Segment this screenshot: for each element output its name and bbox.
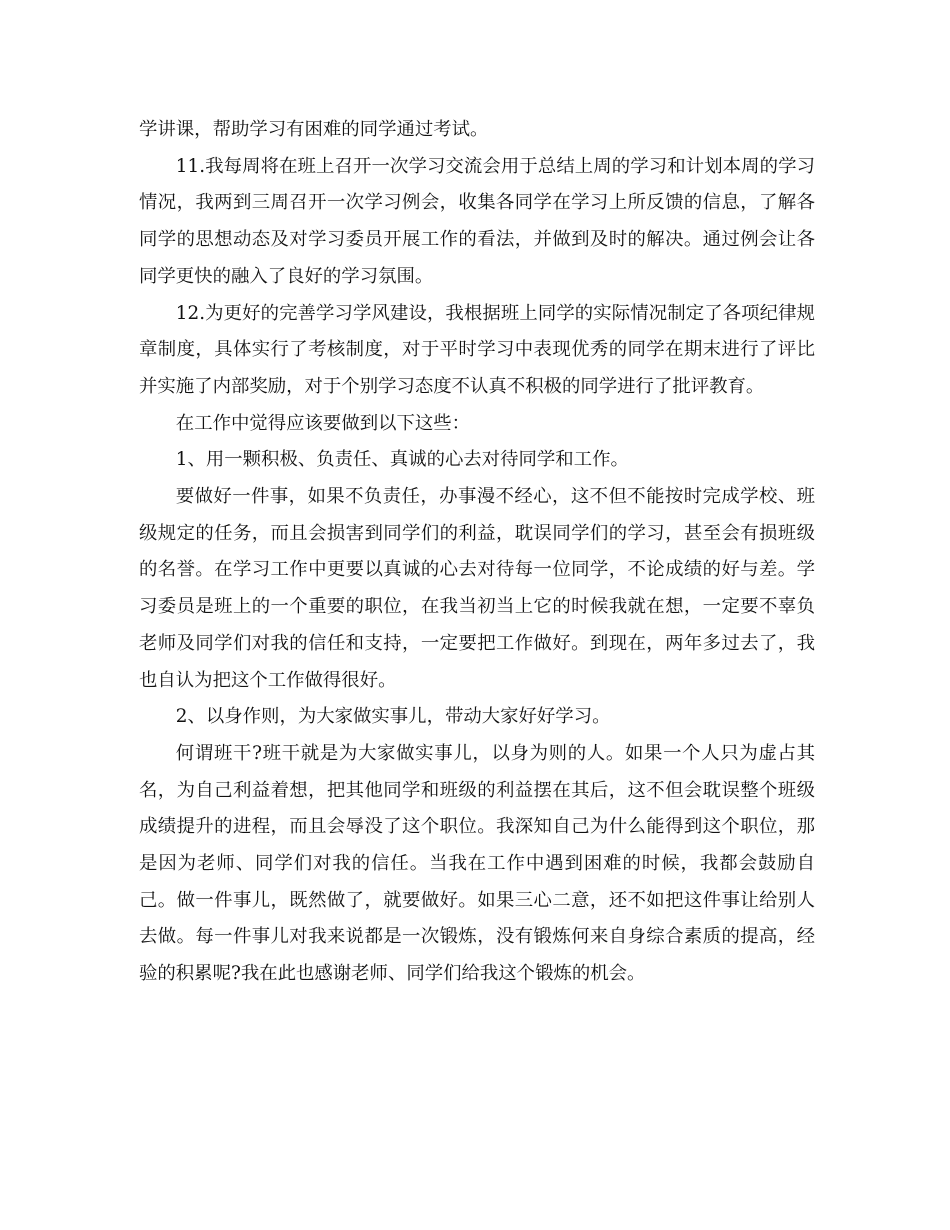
- heading-point-2: 2、以身作则，为大家做实事儿，带动大家好好学习。: [175, 706, 611, 728]
- paragraph-point-1-body: 要做好一件事，如果不负责任，办事漫不经心，这不但不能按时完成学校、班级规定的任务，而且会损害到同学们的利益，耽误同学们的学习，甚至会有损班级的名誉。在学习工作中更要以真诚的心去对待每一位同学，不论成绩的好与差。学习委员是班上的一个重要的职位，在我当初当上它的时候我就在想，一定要不辜负老师及同学们对我的信任和支持，一定要把工作做好。到现在，两年多过去了，我也自认为把这个工作做得很好。: [139, 486, 815, 691]
- paragraph-continuation: 学讲课，帮助学习有困难的同学通过考试。: [139, 119, 489, 140]
- document-body: [139, 112, 815, 993]
- heading-point-1: 1、用一颗积极、负责任、真诚的心去对待同学和工作。: [175, 449, 629, 471]
- paragraph-intro: 在工作中觉得应该要做到以下这些：: [175, 412, 471, 434]
- paragraph-item-12: 12.为更好的完善学习学风建设，我根据班上同学的实际情况制定了各项纪律规章制度，具体实行了考核制度，对于平时学习中表现优秀的同学在期末进行了评比并实施了内部奖励，对于个别学习态度不认真不积极的同学进行了批评教育。: [139, 302, 815, 397]
- paragraph-point-2-body: 何谓班干?班干就是为大家做实事儿，以身为则的人。如果一个人只为虚占其名，为自己利益着想，把其他同学和班级的利益摆在其后，这不但会耽误整个班级成绩提升的进程，而且会辱没了这个职位。我深知自己为什么能得到这个职位，那是因为老师、同学们对我的信任。当我在工作中遇到困难的时候，我都会鼓励自己。做一件事儿，既然做了，就要做好。如果三心二意，还不如把这件事让给别人去做。每一件事儿对我来说都是一次锻炼，没有锻炼何来自身综合素质的提高，经验的积累呢?我在此也感谢老师、同学们给我这个锻炼的机会。: [139, 742, 815, 985]
- paragraph-item-11: 11.我每周将在班上召开一次学习交流会用于总结上周的学习和计划本周的学习情况，我两到三周召开一次学习例会，收集各同学在学习上所反馈的信息，了解各同学的思想动态及对学习委员开展工作的看法，并做到及时的解决。通过例会让各同学更快的融入了良好的学习氛围。: [139, 155, 815, 287]
